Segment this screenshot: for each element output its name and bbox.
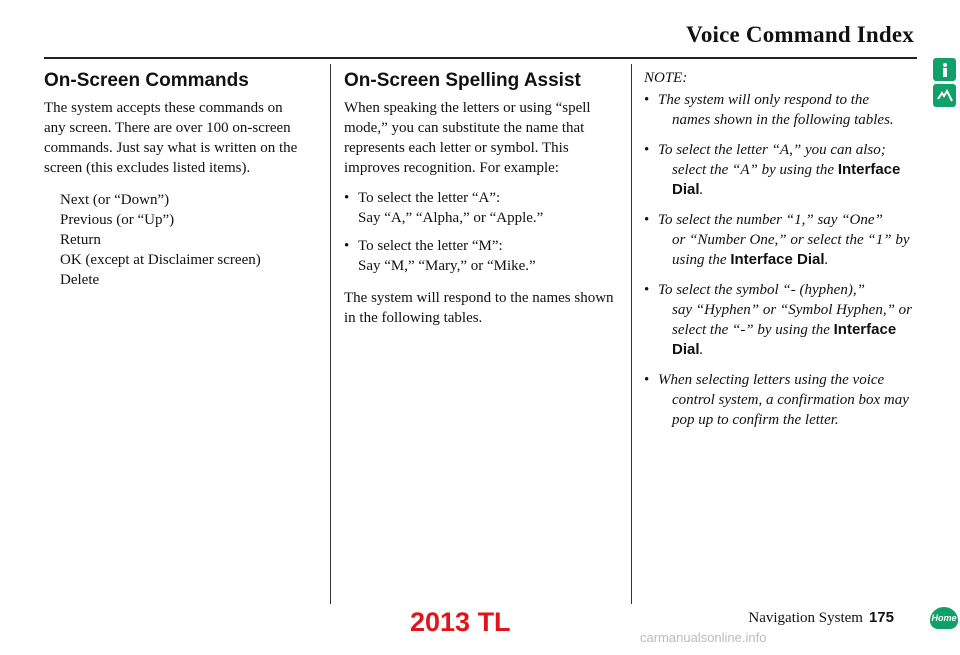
title-rule bbox=[44, 57, 917, 59]
section-heading: On-Screen Spelling Assist bbox=[344, 70, 581, 91]
note-rest: say “Hyphen” or “Symbol Hyphen,” or select the “-” by using the bbox=[672, 302, 912, 338]
note-first-line: • To select the number “1,” say “One” bbox=[658, 212, 883, 228]
voice-icon[interactable] bbox=[933, 84, 956, 107]
list-item bbox=[344, 188, 616, 228]
column-divider bbox=[631, 64, 632, 604]
list-item bbox=[344, 236, 616, 276]
list-item bbox=[644, 140, 924, 200]
info-icon[interactable] bbox=[933, 58, 956, 81]
note-rest: select the “A” by using the bbox=[672, 162, 835, 178]
page-footer bbox=[748, 609, 894, 627]
note-first-line: • The system will only respond to the bbox=[658, 92, 870, 108]
list-item: Previous (or “Up”) bbox=[60, 212, 175, 228]
list-item bbox=[644, 370, 924, 430]
note-rest: or “Number One,” or select the “1” by using the bbox=[672, 232, 910, 268]
list-item: OK (except at Disclaimer screen) bbox=[60, 252, 261, 268]
column-spelling-assist bbox=[344, 70, 616, 328]
home-label: Home bbox=[931, 613, 957, 623]
note-rest: names shown in the following tables. bbox=[672, 112, 894, 128]
page-title: Voice Command Index bbox=[686, 22, 914, 47]
section-heading: On-Screen Commands bbox=[44, 70, 249, 91]
example-list bbox=[344, 188, 616, 276]
note-list bbox=[644, 90, 924, 430]
intro-text: The system accepts these commands on any screen. There are over 100 on-screen commands. Just say what is written on the screen (this excludes listed items). bbox=[44, 100, 298, 176]
list-item bbox=[644, 210, 924, 270]
closing-text: The system will respond to the names shown in the following tables. bbox=[344, 290, 614, 326]
interface-dial-label: Interface Dial bbox=[730, 251, 825, 268]
command-list bbox=[60, 190, 306, 290]
footer-section: Navigation System bbox=[748, 610, 863, 626]
note-first-line: • To select the letter “A,” you can also; bbox=[658, 142, 886, 158]
list-item: Next (or “Down”) bbox=[60, 192, 170, 208]
example-lead: • To select the letter “M”: bbox=[358, 238, 503, 254]
note-first-line: • When selecting letters using the voice bbox=[658, 372, 885, 388]
list-item bbox=[644, 280, 924, 360]
intro-text: When speaking the letters or using “spell mode,” you can substitute the name that represents each letter or symbol. This improves recognition. For example: bbox=[344, 100, 591, 176]
note-tail: . bbox=[699, 182, 704, 198]
note-tail: . bbox=[824, 252, 829, 268]
column-on-screen-commands bbox=[44, 70, 306, 290]
list-item: Return bbox=[60, 232, 101, 248]
example-say: Say “M,” “Mary,” or “Mike.” bbox=[358, 258, 536, 274]
site-watermark: carmanualsonline.info bbox=[640, 630, 767, 645]
column-notes bbox=[644, 68, 924, 440]
example-say: Say “A,” “Alpha,” or “Apple.” bbox=[358, 210, 544, 226]
home-icon[interactable] bbox=[930, 607, 958, 629]
note-rest: control system, a confirmation box may pop up to confirm the letter. bbox=[672, 392, 909, 428]
column-divider bbox=[330, 64, 331, 604]
note-first-line: • To select the symbol “- (hyphen),” bbox=[658, 282, 865, 298]
note-label: NOTE: bbox=[644, 70, 688, 86]
page-number: 175 bbox=[868, 609, 894, 626]
list-item bbox=[644, 90, 924, 130]
example-lead: • To select the letter “A”: bbox=[358, 190, 501, 206]
interface-dial-label: Interface Dial bbox=[672, 161, 901, 198]
interface-dial-label: Interface Dial bbox=[672, 321, 897, 358]
model-watermark: 2013 TL bbox=[410, 607, 511, 637]
note-tail: . bbox=[699, 342, 704, 358]
list-item: Delete bbox=[60, 272, 100, 288]
